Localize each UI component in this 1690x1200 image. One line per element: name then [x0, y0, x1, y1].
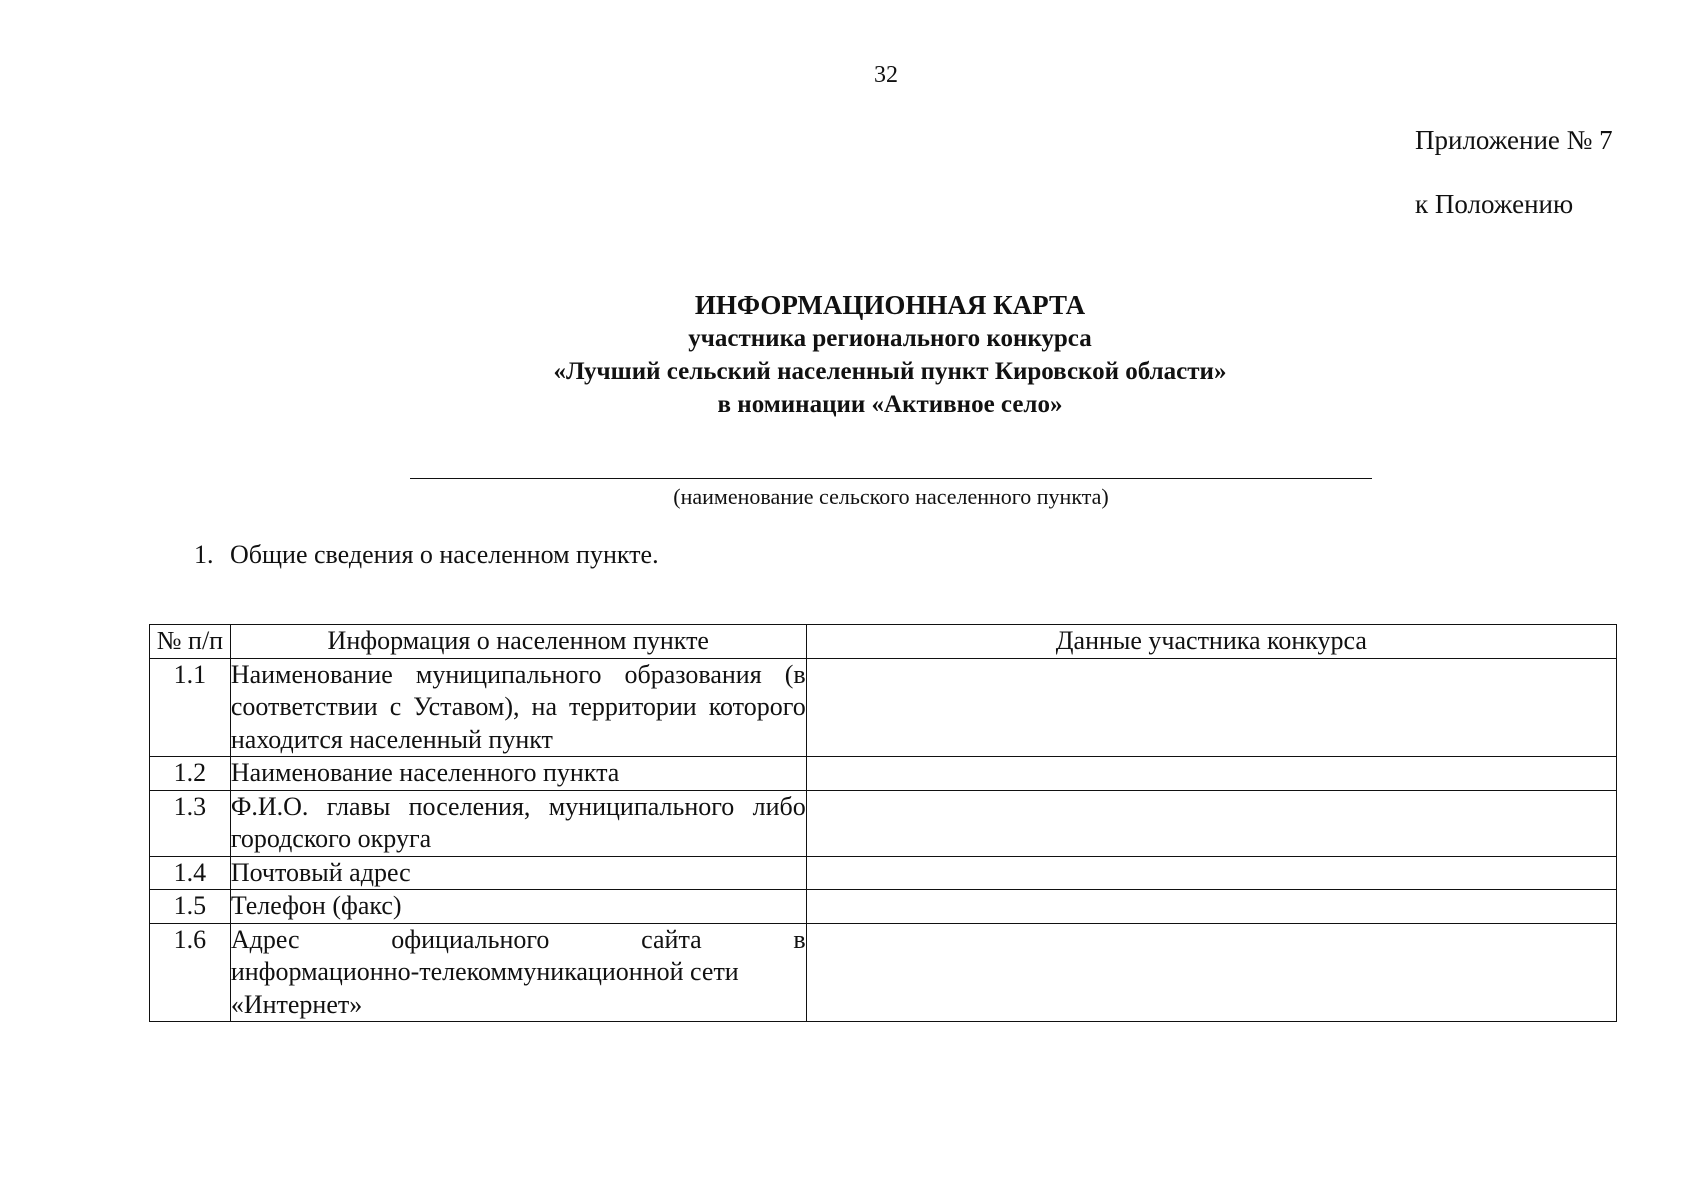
- table-row: [150, 890, 1617, 924]
- title-line-1: ИНФОРМАЦИОННАЯ КАРТА: [694, 290, 1086, 320]
- row-number: 1.5: [150, 890, 231, 924]
- table-row: [150, 923, 1617, 1022]
- appendix-reference: [1415, 124, 1613, 220]
- row-number: 1.2: [150, 757, 231, 791]
- row-number: 1.6: [150, 923, 231, 1022]
- row-data-cell[interactable]: [806, 790, 1616, 856]
- row-info-first-line: [231, 924, 806, 957]
- row-info: Наименование населенного пункта: [230, 757, 806, 791]
- section-heading: [194, 540, 659, 570]
- row-info: Ф.И.О. главы поселения, муниципального либо городского округа: [230, 790, 806, 856]
- info-table: [149, 624, 1617, 1022]
- section-title: Общие сведения о населенном пункте.: [230, 540, 659, 569]
- row-data-cell[interactable]: [806, 923, 1616, 1022]
- row-data-cell[interactable]: [806, 757, 1616, 791]
- row-info-word: официального: [391, 924, 550, 954]
- settlement-name-caption: (наименование сельского населенного пункта): [673, 484, 1109, 509]
- row-number: 1.4: [150, 856, 231, 890]
- row-number: 1.3: [150, 790, 231, 856]
- header-info: Информация о населенном пункте: [230, 625, 806, 659]
- row-data-cell[interactable]: [806, 890, 1616, 924]
- table-row: [150, 790, 1617, 856]
- row-info: [230, 923, 806, 1022]
- appendix-regulation: к Положению: [1415, 189, 1574, 219]
- row-info: Телефон (факс): [230, 890, 806, 924]
- row-number: 1.1: [150, 658, 231, 757]
- row-info-word: Адрес: [230, 924, 300, 954]
- table-header-row: [150, 625, 1617, 659]
- row-info: Наименование муниципального образования (в соответствии с Уставом), на территории которого находится населенный пункт: [230, 658, 806, 757]
- document-title: [0, 288, 1690, 421]
- title-line-2: участника регионального конкурса: [688, 325, 1092, 352]
- row-data-cell[interactable]: [806, 658, 1616, 757]
- title-line-3: «Лучший сельский населенный пункт Кировской области»: [553, 358, 1227, 385]
- table-row: [150, 757, 1617, 791]
- settlement-name-field[interactable]: [410, 478, 1372, 479]
- title-line-4: в номинации «Активное село»: [717, 391, 1063, 418]
- appendix-number: Приложение № 7: [1415, 125, 1613, 155]
- row-data-cell[interactable]: [806, 856, 1616, 890]
- table-row: [150, 856, 1617, 890]
- row-info-rest: информационно-телекоммуникационной сети «Интернет»: [230, 957, 739, 1019]
- header-num: № п/п: [150, 625, 231, 659]
- section-number: 1.: [194, 540, 214, 569]
- row-info: Почтовый адрес: [230, 856, 806, 890]
- row-info-word: в: [793, 924, 806, 954]
- row-info-word: сайта: [641, 924, 702, 954]
- page-number: 32: [874, 62, 898, 88]
- table-row: [150, 658, 1617, 757]
- header-data: Данные участника конкурса: [806, 625, 1616, 659]
